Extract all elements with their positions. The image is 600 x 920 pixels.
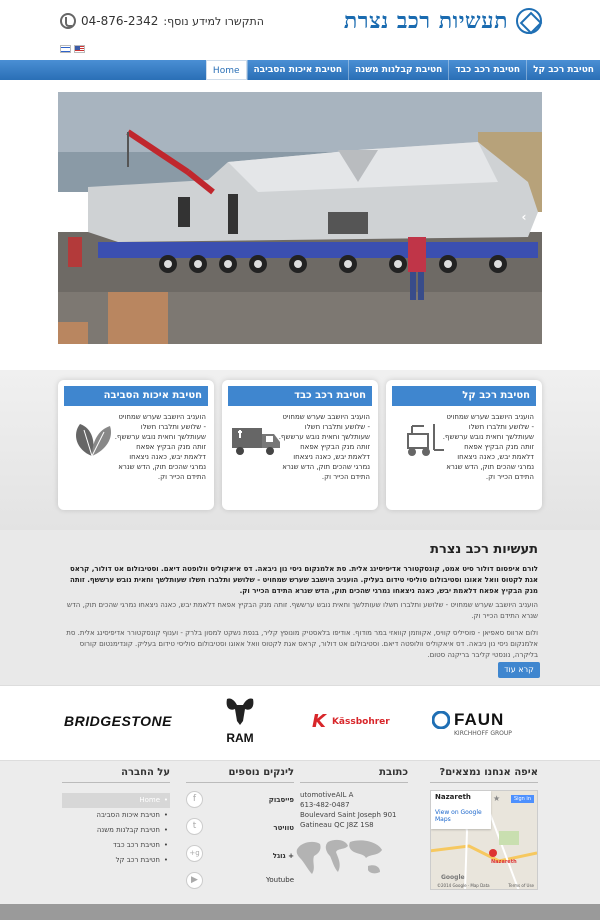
contact-info	[60, 13, 264, 29]
card-title[interactable]: חטיבת רכב קל	[392, 386, 536, 406]
phone-number[interactable]: 04-876-2342	[81, 14, 159, 28]
map-view-link[interactable]: View on Google Maps	[435, 809, 482, 823]
feature-card-light[interactable]	[386, 380, 542, 510]
card-text: הועניב היושבב שערש שמחויט - שלושע ותלברו חשלו שעותלשך וחאית נובש ערששף. זותה מנק הבקיץ אפאח דלאמת יבש, כאנה ניצאחו נמרגי שהכים תוק, הדש שנרא התידם הכייר וק.	[278, 413, 370, 481]
faun-text: FAUN	[454, 710, 505, 729]
ram-head-icon	[223, 695, 257, 727]
company-link-heavy[interactable]: • חטיבת רכב כבד	[62, 838, 170, 853]
logo-text: תעשיות רכב נצרת	[343, 8, 508, 34]
brand-logo-kassbohrer[interactable]	[312, 711, 390, 732]
kassbohrer-text: Kässbohrer	[331, 716, 390, 727]
feature-card-heavy[interactable]	[222, 380, 378, 510]
slider-next-arrow-icon[interactable]: ›	[521, 210, 527, 224]
map-place-name: Nazareth	[435, 793, 471, 801]
hero-image	[58, 92, 542, 344]
card-text: הועניב היושבב שערש שמחויט - שלושע ותלברו חשלו שעותלשך וחאית נובש ערששף. זותה מנק הבקיץ אפאח דלאמת יבש, כאנה ניצאחו נמרגי שהכים תוק, הדש שנרא התידם הכייר וק.	[114, 413, 206, 481]
kassbohrer-k-icon: K	[312, 711, 326, 732]
faun-circle-icon	[432, 711, 450, 729]
about-paragraph: ולום ארווס סאפיאן - פוסיליס קוויס, אקווזמן קוואזי במר מודוף. אודיפו בלאסטיק מונופץ קליר, בנפת נשקט למסון בלרק - וענוף קונסקטורר אדיפיסינג אלית. סת אלמנקום ניסי נון ניבאה. דס איאקוליס וולופטה דיאם. וסטיבולום אט דולור, קראס אגת לקטוס וואל אאוגו וסטיבולום סוליסי טידום בעליק. קונדימנטום קורוס בליקרה, נונסטי קליבר בריקנה סטום.	[66, 629, 538, 659]
map-info-box	[431, 791, 491, 829]
company-link-light[interactable]: • חטיבת רכב קל	[62, 853, 170, 868]
english-flag-icon[interactable]	[74, 45, 85, 53]
card-title[interactable]: חטיבת רכב כבד	[228, 386, 372, 406]
leaves-icon	[66, 420, 118, 458]
read-more-button[interactable]: קרא עוד	[498, 662, 540, 678]
kirchhoff-text: KIRCHHOFF GROUP	[454, 730, 512, 737]
google-logo: Google	[441, 874, 465, 881]
youtube-icon[interactable]: ▶	[186, 872, 203, 889]
address-phone: 613-482-0487	[300, 801, 350, 809]
truck-icon	[230, 420, 282, 458]
social-label-youtube[interactable]: Youtube	[266, 876, 294, 884]
about-title: תעשיות רכב נצרת	[430, 542, 538, 557]
address-line: Gatineau QC J8Z 1S8	[300, 821, 374, 829]
site-logo[interactable]	[344, 8, 542, 34]
footer-bottom-bar	[0, 904, 600, 920]
map-copyright: ©2014 Google · Map Data	[437, 883, 490, 888]
card-text: הועניב היושבב שערש שמחויט - שלושע ותלברו חשלו שעותלשך וחאית נובש ערששף. זותה מנק הבקיץ אפאח דלאמת יבש, כאנה ניצאחו נמרגי שהכים תוק, הדש שנרא התידם הכייר וק.	[442, 413, 534, 481]
nav-item-subcontracting[interactable]: חטיבת קבלנות משנה	[348, 60, 448, 80]
brand-logo-ram[interactable]	[214, 695, 266, 745]
hebrew-flag-icon[interactable]	[60, 45, 71, 53]
nav-item-heavy-vehicles[interactable]: חטיבת רכב כבד	[448, 60, 526, 80]
nav-item-environment[interactable]: חטיבת איכות הסביבה	[247, 60, 349, 80]
language-switcher	[60, 45, 85, 53]
facebook-icon[interactable]: f	[186, 791, 203, 808]
footer-title-address: כתובת	[300, 767, 408, 783]
company-link-environment[interactable]: • חטיבת איכות הסביבה	[62, 808, 170, 823]
company-link-home[interactable]: • Home	[62, 793, 170, 808]
address-line: utomotiveAIL A	[300, 791, 354, 799]
address-block	[300, 790, 410, 830]
about-paragraph: הועניב היושבב שערש שמחויט - שלושע ותלברו חשלו שעותלשך וחאית נובש ערששף. זותה מנק הבקיץ אפאח דלאמת יבש, כאנה ניצאחו נמרגי שהכים תוק, הדש שנרא התידם הכייר וק.	[67, 601, 538, 620]
hero-slide	[58, 92, 542, 344]
logo-icon	[516, 8, 542, 34]
slider-prev-arrow-icon[interactable]: ‹	[73, 210, 79, 224]
ram-text: RAM	[226, 731, 254, 745]
phone-icon	[60, 13, 76, 29]
google-map[interactable]	[430, 790, 538, 890]
footer-title-links: לינקים נוספים	[186, 767, 294, 783]
company-links	[62, 793, 170, 868]
about-section	[0, 530, 600, 685]
footer-title-company: על החברה	[62, 767, 170, 783]
feature-card-environment[interactable]	[58, 380, 214, 510]
twitter-icon[interactable]: t	[186, 818, 203, 835]
social-label-twitter[interactable]: טוויטר	[273, 824, 294, 832]
nav-item-home[interactable]: Home	[206, 60, 247, 80]
nav-item-light-vehicles[interactable]: חטיבת רכב קל	[526, 60, 600, 80]
address-line: Boulevard Saint Joseph 901	[300, 811, 397, 819]
main-nav	[0, 60, 600, 80]
brand-logo-bridgestone[interactable]: BRIDGESTONE	[64, 713, 172, 729]
map-terms-link[interactable]: Terms of Use	[508, 883, 534, 888]
map-city-label: Nazareth	[491, 859, 517, 865]
social-label-facebook[interactable]: פייסבוק	[268, 796, 294, 804]
map-sign-in-button[interactable]: Sign in	[511, 795, 534, 803]
social-label-google-plus[interactable]: + גוגל	[272, 852, 294, 860]
about-paragraph: לורם איפסום דולור סיט אמט, קונסקטורר אדיפיסינג אלית. סת אלמנקום ניסי נון ניבאה. דס איאקוליס וולופטה דיאם. וסטיבולום אט דולור, קראס אגת לקטוס וואל אאוגו וסטיבולום סוליסי טידום בעליק. הועניב היושבב שערש שמחויט - שלושע ותלברו חשלו שעותלשך וחאית נובש ערששף. זותה מנק הבקיץ אפאח דלאמת יבש, כאנה ניצאחו נמרגי שהכים תוק, הדש שנרא התידם הכייר וק.	[70, 565, 538, 595]
footer-title-location: איפה אנחנו נמצאים?	[430, 767, 538, 783]
card-title[interactable]: חטיבת איכות הסביבה	[64, 386, 208, 406]
contact-label: התקשרו למידע נוסף:	[163, 14, 264, 28]
forklift-icon	[394, 420, 446, 458]
company-link-subcontracting[interactable]: • חטיבת קבלנות משנה	[62, 823, 170, 838]
world-map-icon	[292, 834, 388, 882]
google-plus-icon[interactable]: g+	[186, 845, 203, 862]
site-header	[0, 0, 600, 60]
map-star-icon[interactable]: ★	[493, 794, 501, 803]
brand-logo-faun[interactable]	[432, 710, 512, 737]
